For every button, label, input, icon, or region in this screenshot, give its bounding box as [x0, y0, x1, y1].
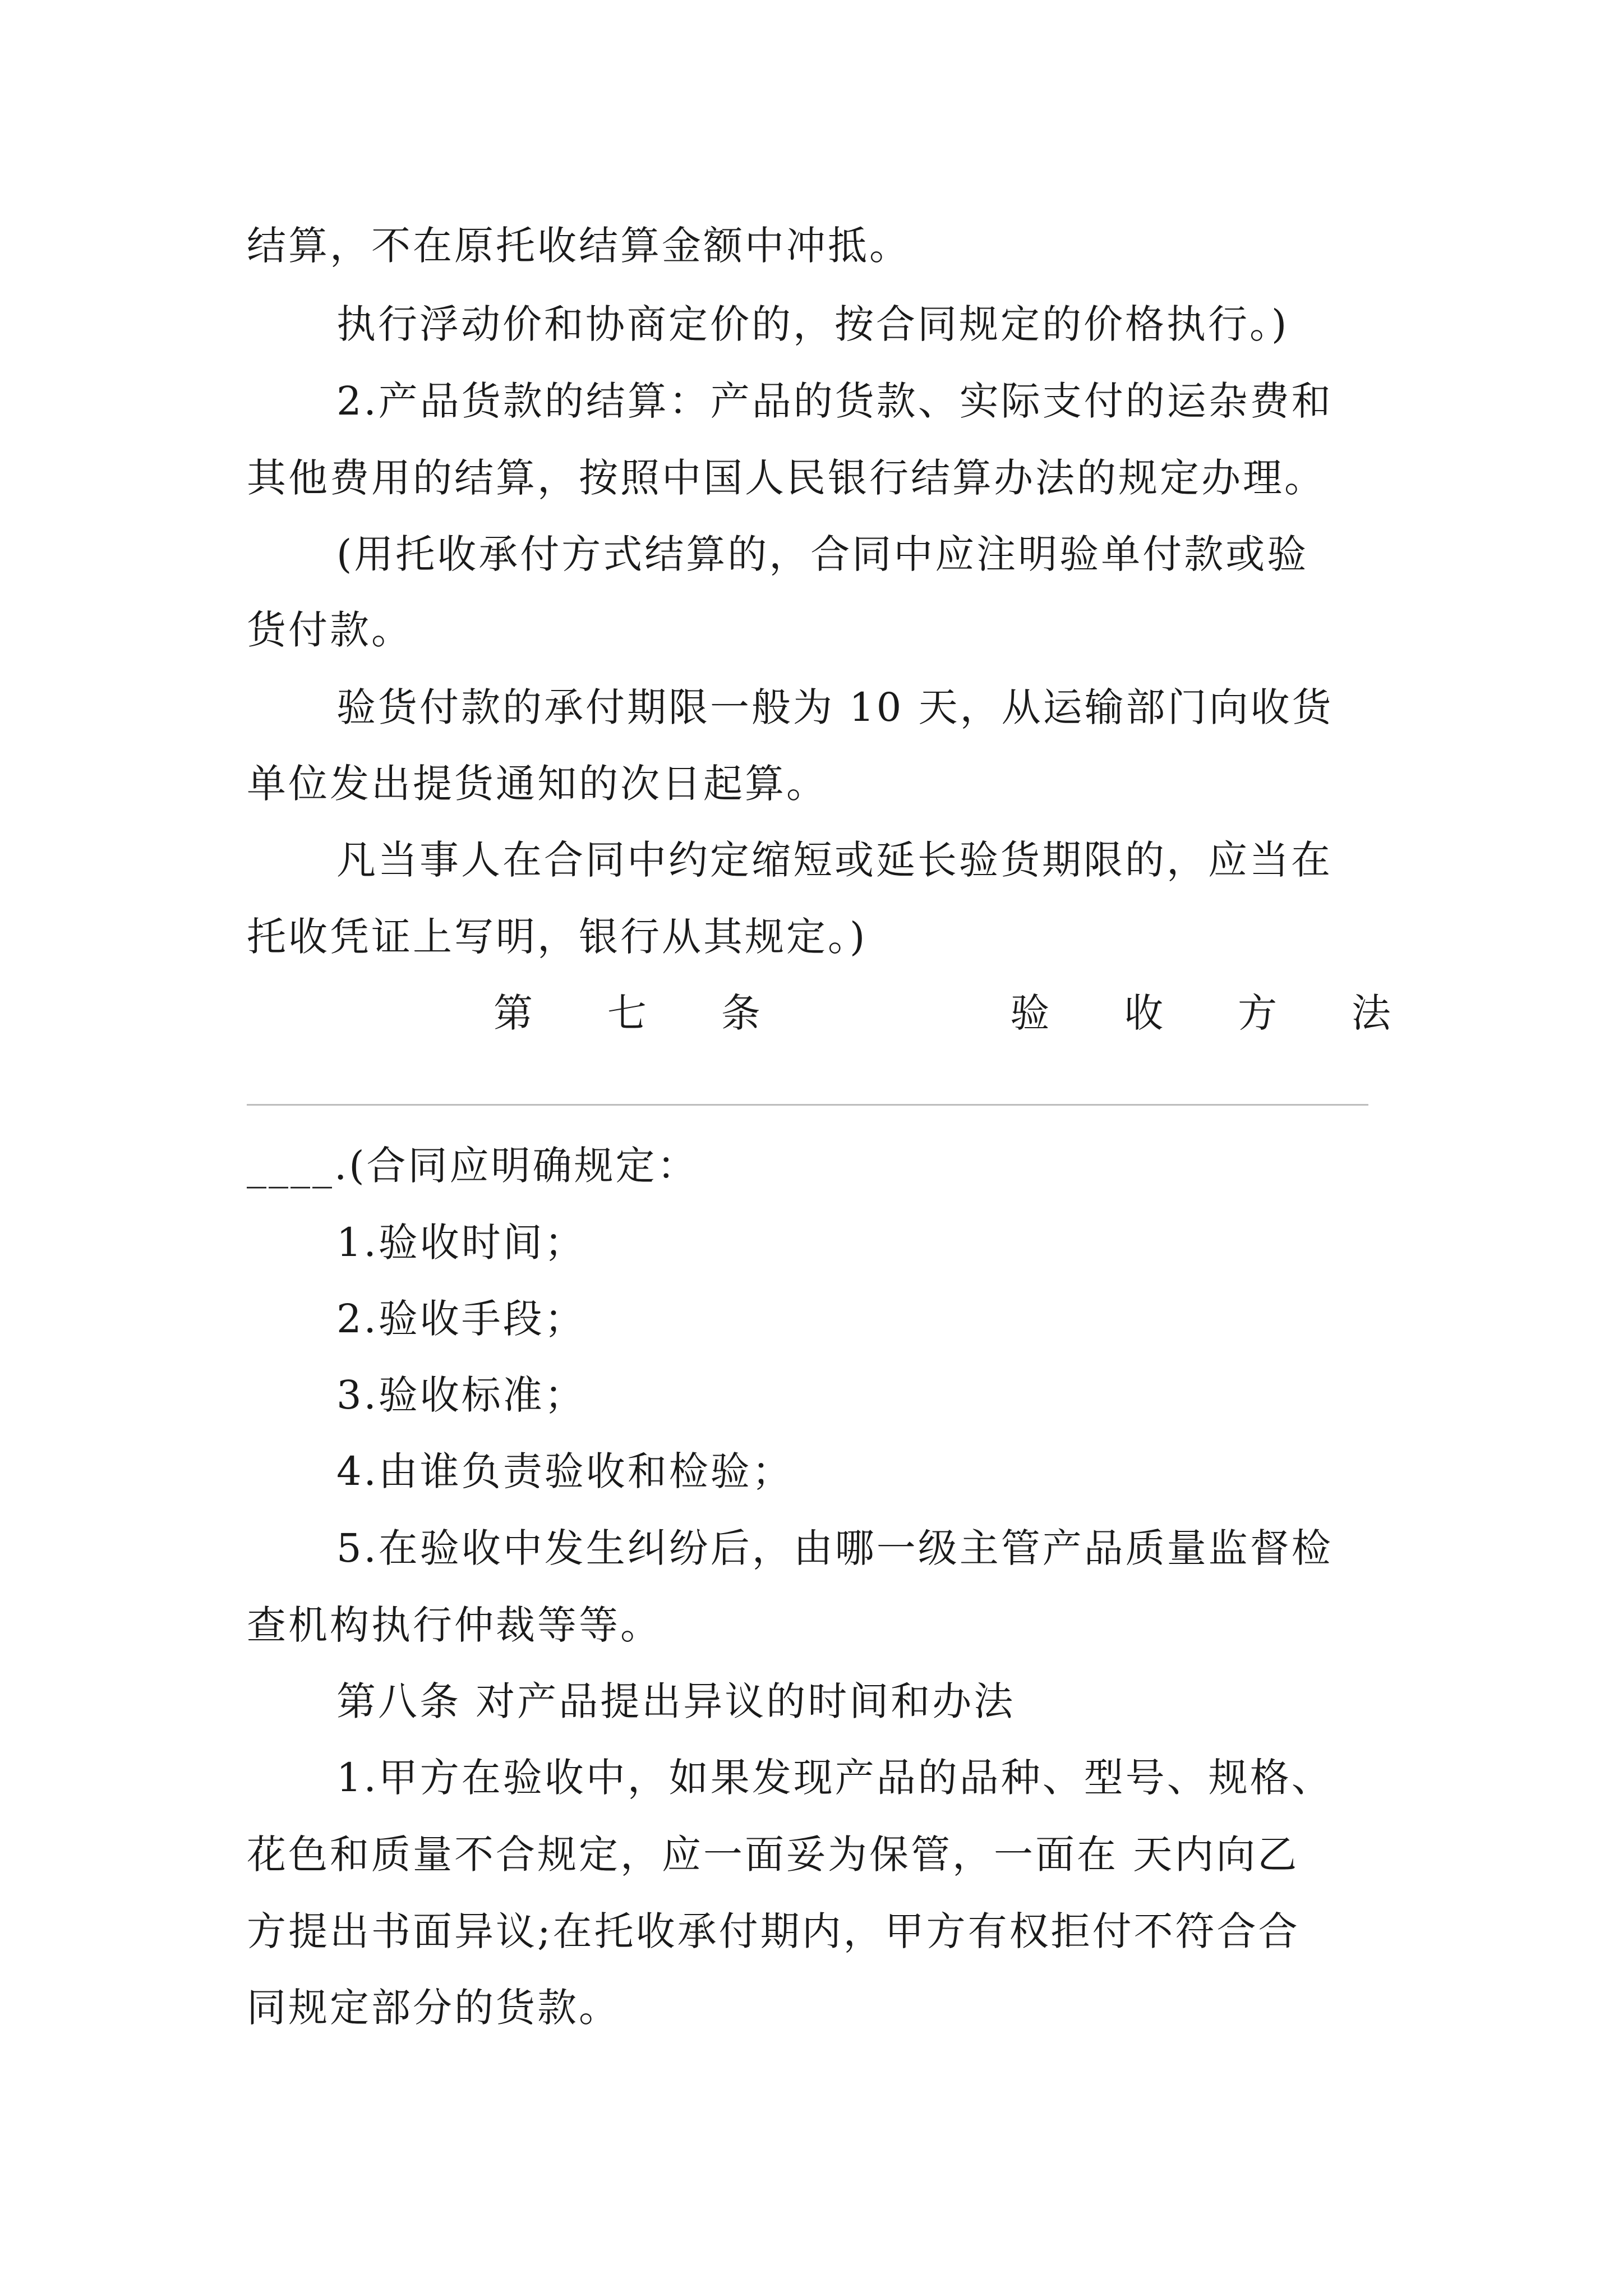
text-line: 执行浮动价和协商定价的，按合同规定的价格执行。)	[336, 301, 1289, 347]
heading-char: 七	[607, 990, 647, 1036]
text-line: 验货付款的承付期限一般为 10 天，从运输部门向收货	[336, 684, 1334, 730]
text-line: 1.甲方在验收中，如果发现产品的品种、型号、规格、	[336, 1755, 1333, 1801]
text-line: 同规定部分的货款。	[247, 1985, 620, 2031]
text-line: 3.验收标准；	[336, 1372, 586, 1418]
heading-char: 收	[1124, 990, 1164, 1036]
heading-char: 验	[1010, 990, 1050, 1036]
text-line: 凡当事人在合同中约定缩短或延长验货期限的，应当在	[336, 837, 1332, 883]
heading-gap	[835, 993, 936, 1033]
text-line: 2.产品货款的结算：产品的货款、实际支付的运杂费和	[336, 378, 1333, 424]
text-line: 花色和质量不合规定，应一面妥为保管，一面在 天内向乙	[247, 1832, 1299, 1878]
heading-char: 方	[1238, 990, 1278, 1036]
text-line: ____.(合同应明确规定：	[247, 1143, 699, 1189]
text-line: 5.在验收中发生纠纷后，由哪一级主管产品质量监督检	[336, 1525, 1333, 1571]
text-line: 单位发出提货通知的次日起算。	[247, 761, 828, 807]
article-heading	[494, 990, 1391, 1036]
text-line: 方提出书面异议;在托收承付期内，甲方有权拒付不符合合	[247, 1908, 1300, 1954]
text-line: 其他费用的结算，按照中国人民银行结算办法的规定办理。	[247, 455, 1326, 501]
text-line: 结算，不在原托收结算金额中冲抵。	[247, 223, 911, 269]
text-line: 托收凭证上写明，银行从其规定。)	[247, 914, 868, 960]
heading-char: 法	[1351, 990, 1391, 1036]
heading-char: 第	[494, 990, 533, 1036]
text-line: 查机构执行仲裁等等。	[247, 1602, 662, 1648]
text-line: 2.验收手段；	[336, 1296, 586, 1342]
text-line: 4.由谁负责验收和检验；	[336, 1448, 794, 1494]
text-line: 第八条 对产品提出异议的时间和办法	[336, 1678, 1016, 1724]
fill-in-blank-line	[247, 1104, 1368, 1106]
heading-char: 条	[721, 990, 760, 1036]
text-line: (用托收承付方式结算的，合同中应注明验单付款或验	[336, 531, 1309, 577]
text-line: 货付款。	[247, 607, 413, 653]
text-line: 1.验收时间；	[336, 1220, 586, 1266]
